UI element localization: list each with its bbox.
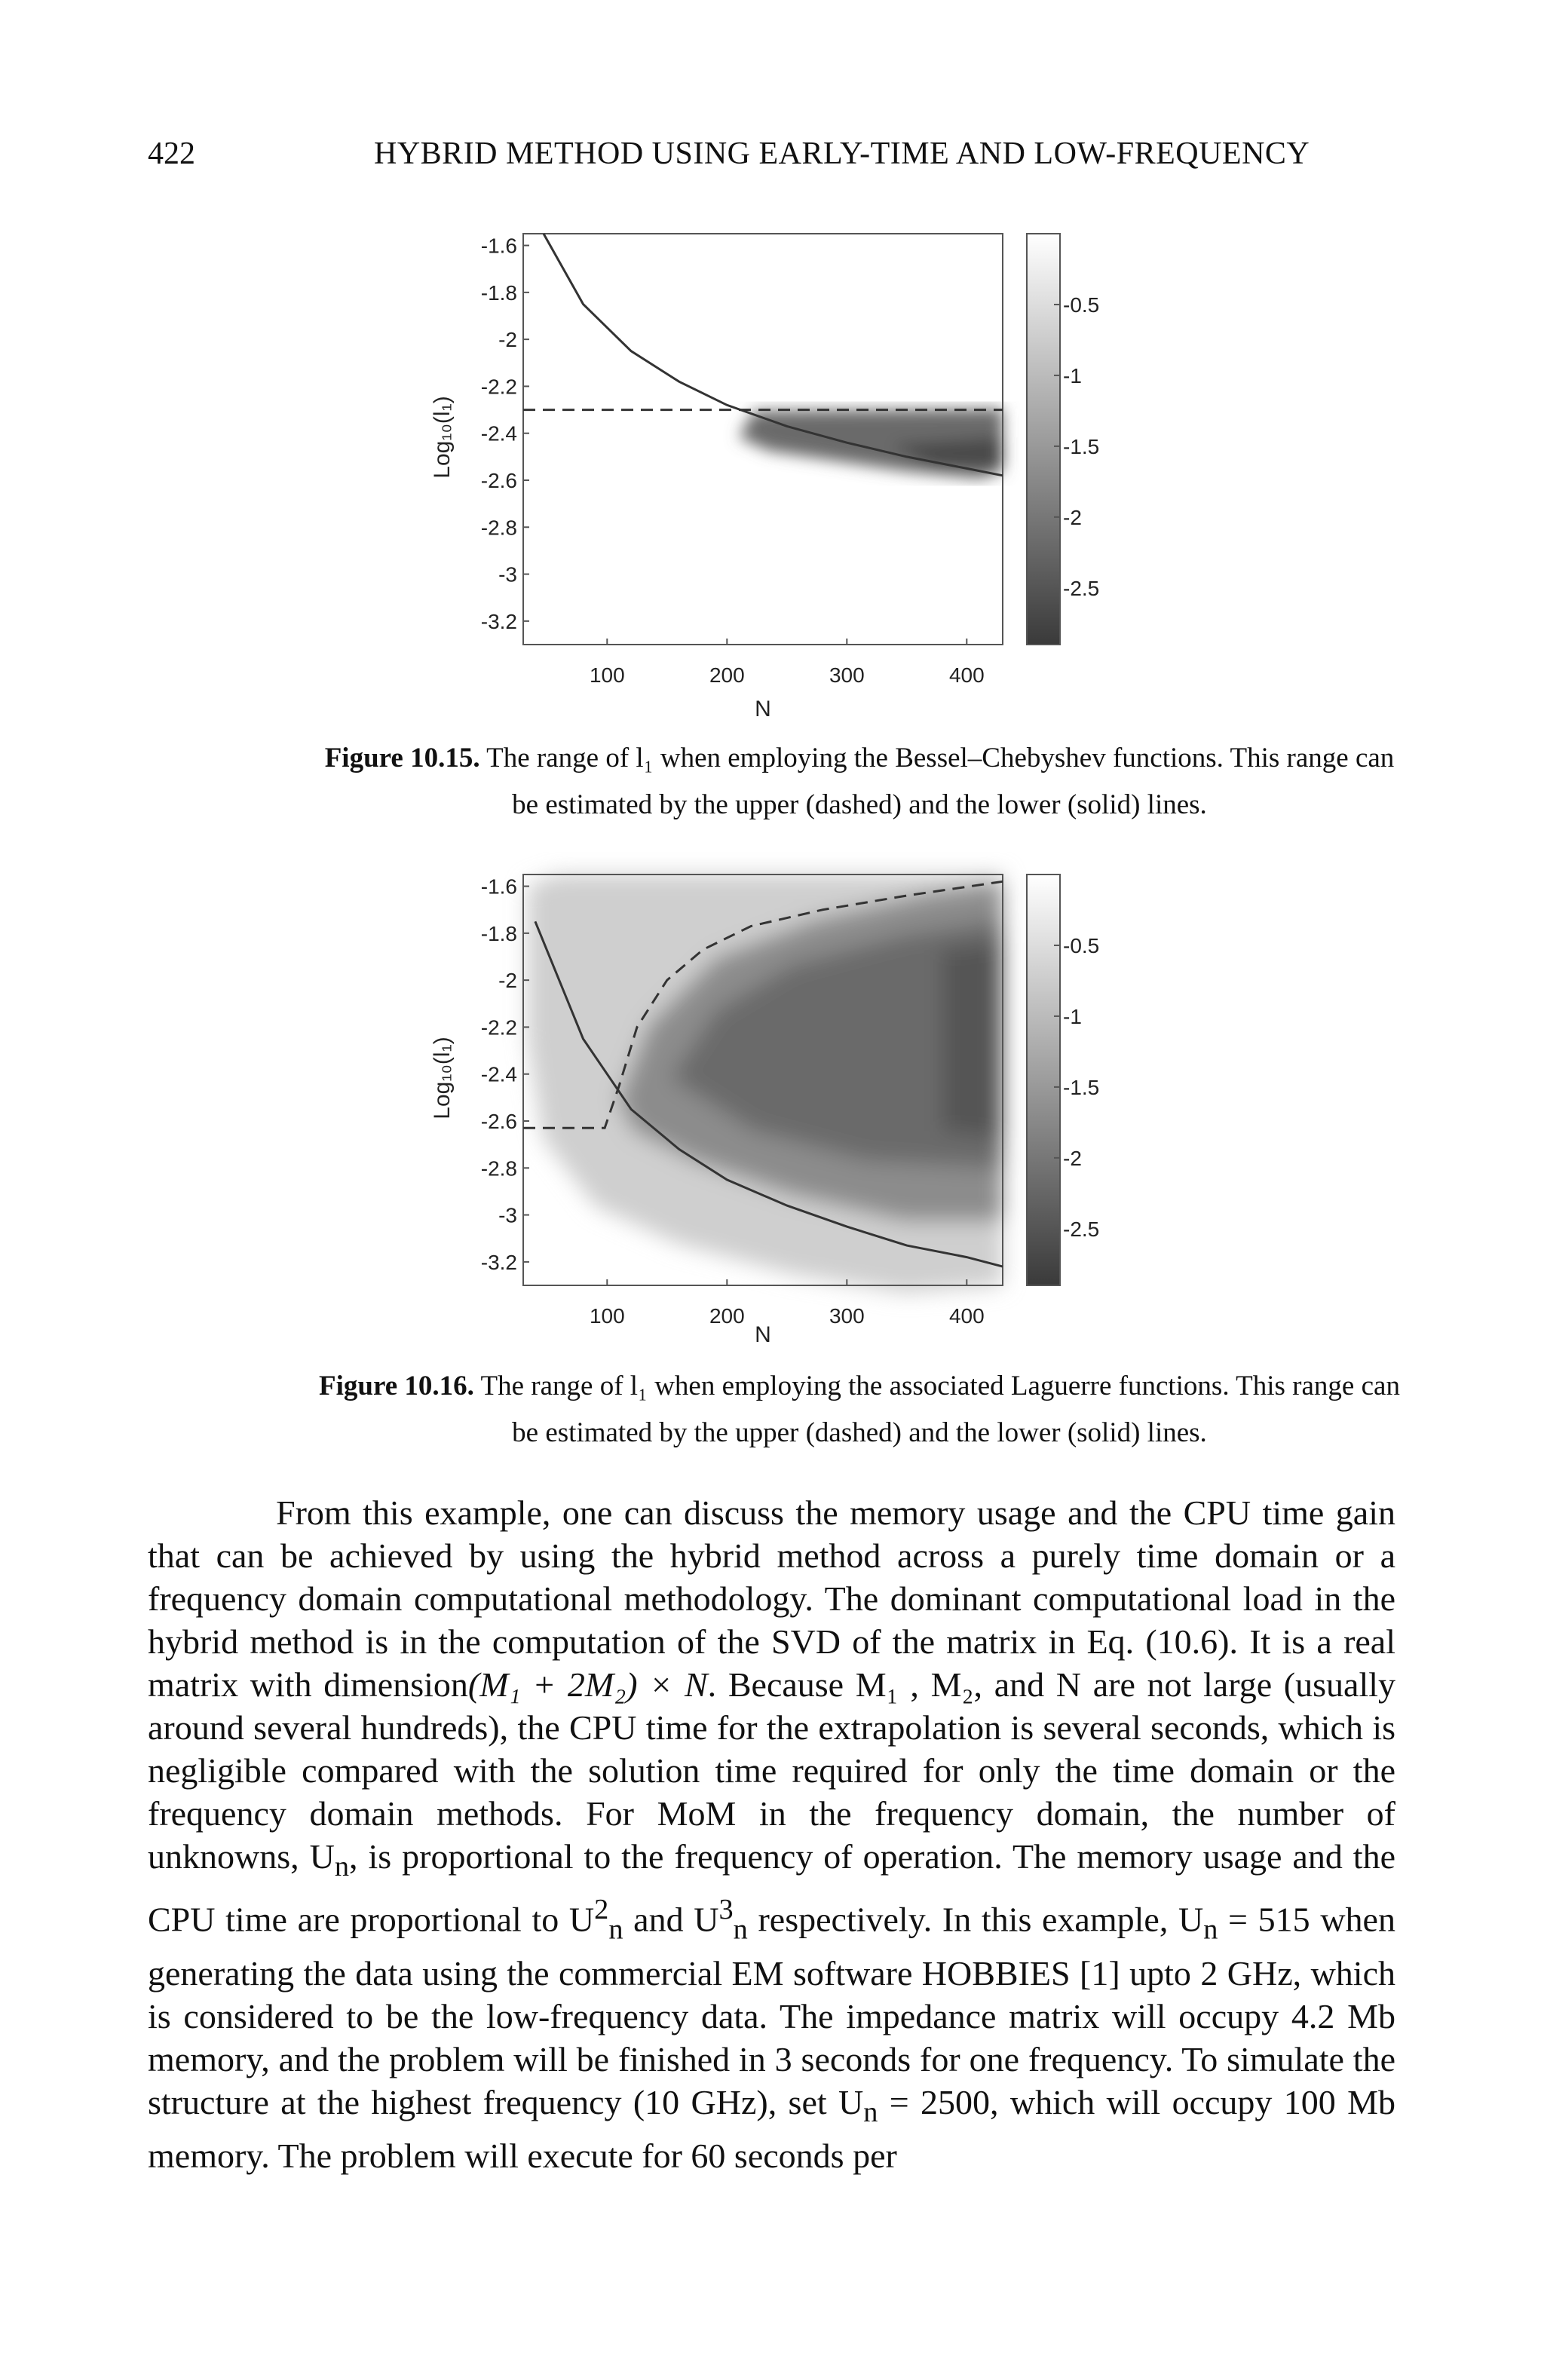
y-tick-label: -3.2 [480, 609, 517, 633]
body-text [148, 1491, 1395, 2177]
running-head [148, 136, 1399, 181]
y-tick-label: -2.8 [480, 516, 517, 540]
x-tick-label: 300 [829, 663, 865, 687]
text-run: . Because M₁ , M₂, and N are not large (usually around several hundreds), the CPU time for the extrapolation is several seconds, which is negligible compared with the solution time required for only the time domain or the frequency domain methods. For MoM in the frequency domain, the number of unknowns, U [148, 1665, 1395, 1876]
y-tick-label: -2.6 [480, 469, 517, 492]
x-axis-label: N [755, 697, 771, 721]
paragraph [148, 1491, 1395, 2177]
x-tick-label: 200 [709, 663, 745, 687]
y-tick-label: -2.4 [480, 1062, 517, 1086]
y-tick-label: -1.6 [480, 234, 517, 258]
text-run: = 515 when generating the data using the commercial EM software HOBBIES [1] upto 2 GHz, which is considered to be the low-frequency data. The impedance matrix will occupy 4.2 Mb memory, and the problem will be finished in 3 seconds for one frequency. To simulate the structure at the highest frequency (10 GHz), set U [148, 1900, 1395, 2121]
figure-10-15-caption [309, 735, 1410, 829]
superscript: 2 [594, 1894, 609, 1926]
x-tick-label: 400 [948, 663, 985, 687]
y-tick-label: -3.2 [480, 1250, 517, 1274]
figure-10-16-caption [309, 1363, 1410, 1456]
figure-10-16-chart [0, 852, 1544, 1349]
colorbar-tick-label: -2 [1063, 505, 1082, 529]
y-tick-label: -1.8 [480, 921, 517, 945]
colorbar-tick-label: -1.5 [1063, 1075, 1100, 1099]
subscript: n [608, 1913, 623, 1946]
x-tick-label: 300 [829, 1304, 865, 1328]
y-axis-label: Log₁₀(l₁) [430, 396, 455, 479]
y-tick-label: -2.6 [480, 1110, 517, 1133]
colorbar-tick-label: -1 [1063, 1004, 1082, 1028]
text-run: = 2500, which will occupy 100 Mb memory. The problem will execute for 60 seconds per [148, 2082, 1396, 2175]
y-tick-label: -2 [498, 328, 517, 352]
text-run: From this example, one can discuss the memory usage and the CPU time gain that can be achieved by using the hybrid method across a purely time domain or a frequency domain computational methodology. The dominant computational load in the hybrid method is in the computation of the SVD of the matrix in Eq. (10.6). It is a real matrix with dimension [148, 1493, 1395, 1704]
x-tick-label: 100 [589, 1304, 625, 1328]
caption-label: Figure 10.16. [319, 1371, 474, 1401]
y-axis-label: Log₁₀(l₁) [430, 1037, 455, 1120]
caption-text: The range of l₁ when employing the associated Laguerre functions. This range can be estimated by the upper (dashed) and the lower (solid) lines. [473, 1371, 1400, 1448]
x-tick-label: 100 [589, 663, 625, 687]
text-run: , is proportional to the frequency of operation. The memory usage and the CPU time are proportional to U [148, 1837, 1395, 1939]
y-tick-label: -2.4 [480, 421, 517, 446]
running-title: HYBRID METHOD USING EARLY-TIME AND LOW-FREQUENCY [374, 136, 1310, 171]
y-tick-label: -3 [498, 1203, 517, 1227]
subscript: n [1203, 1913, 1218, 1946]
y-tick-label: -1.6 [480, 875, 517, 899]
y-tick-label: -2.8 [480, 1156, 517, 1181]
subscript: n [334, 1851, 349, 1883]
colorbar [1027, 875, 1060, 1285]
y-tick-label: -3 [498, 562, 517, 587]
colorbar-tick-label: -1.5 [1063, 434, 1100, 458]
figure-10-15-chart [0, 211, 1544, 739]
superscript: 3 [718, 1894, 734, 1926]
colorbar-tick-label: -0.5 [1063, 933, 1100, 957]
y-tick-label: -2.2 [480, 1015, 517, 1040]
x-tick-label: 200 [709, 1304, 745, 1328]
subscript: n [863, 2096, 878, 2128]
x-tick-label: 400 [948, 1304, 985, 1328]
math-dimension: (M₁ + 2M₂) × N [467, 1665, 708, 1704]
colorbar-tick-label: -1 [1063, 363, 1082, 387]
caption-text: The range of l₁ when employing the Bessel–Chebyshev functions. This range can be estimated by the upper (dashed) and the lower (solid) lines. [479, 743, 1395, 820]
caption-label: Figure 10.15. [324, 743, 480, 773]
colorbar-tick-label: -0.5 [1063, 293, 1100, 317]
heat-region [528, 875, 1003, 1293]
subscript: n [733, 1913, 748, 1946]
text-run: and U [623, 1900, 719, 1939]
colorbar-tick-label: -2.5 [1063, 576, 1100, 600]
page-number: 422 [148, 136, 195, 171]
text-run: respectively. In this example, U [747, 1900, 1204, 1939]
y-tick-label: -2 [498, 969, 517, 993]
colorbar-tick-label: -2 [1063, 1146, 1082, 1170]
y-tick-label: -1.8 [480, 280, 517, 305]
x-axis-label: N [755, 1322, 771, 1347]
colorbar [1027, 234, 1060, 645]
y-tick-label: -2.2 [480, 375, 517, 399]
colorbar-tick-label: -2.5 [1063, 1217, 1100, 1241]
